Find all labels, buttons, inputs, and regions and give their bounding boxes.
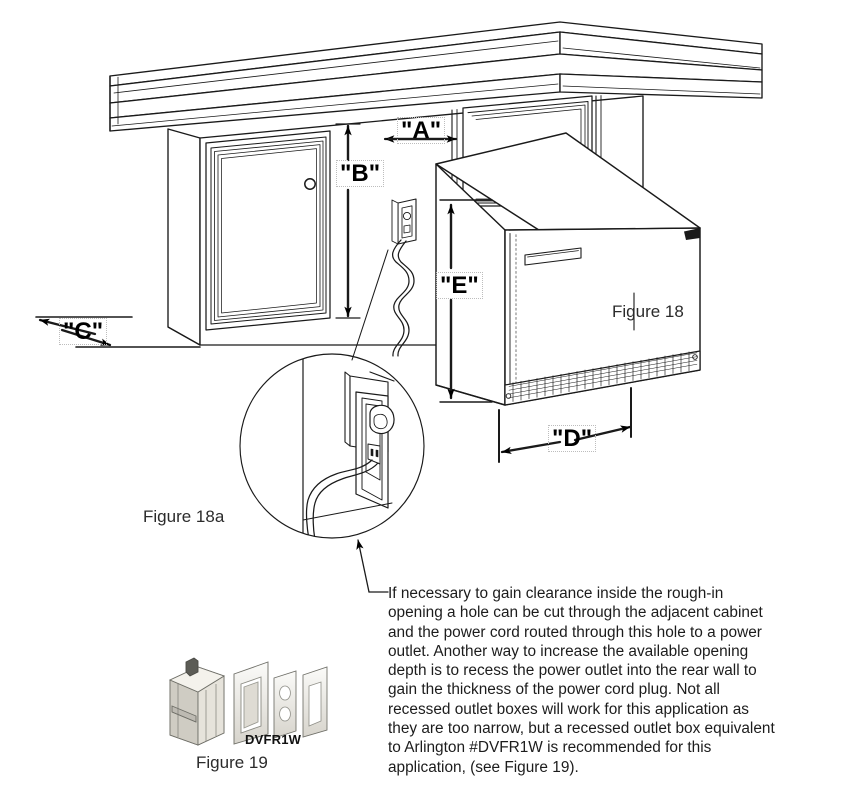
detail-callout-circle <box>240 354 424 538</box>
dvfr1w-part-label: DVFR1W <box>245 732 302 747</box>
figure-18-label: Figure 18 <box>612 302 684 321</box>
door-knob <box>305 179 315 189</box>
figure-18a-label: Figure 18a <box>143 507 225 526</box>
cabinet-door <box>206 131 330 330</box>
figure-19-label: Figure 19 <box>196 753 268 772</box>
note-leader <box>358 540 388 592</box>
dimension-label-e: "E" <box>436 272 483 299</box>
dimension-label-b: "B" <box>336 160 384 187</box>
refrigerator <box>436 133 700 405</box>
installation-note: If necessary to gain clearance inside the rough-in opening a hole can be cut through the adjacent cabinet and the power cord routed through this hole to a power outlet. Another way to increase the available opening depth is to recess the power outlet into the rear wall to gain the thickness of the power cord plug. Not all recessed outlet boxes will work for this application as they are too narrow, but a recessed outlet box equivalent to Arlington #DVFR1W is recommended for this application, (see Figure 19). <box>388 585 775 776</box>
dimension-label-a: "A" <box>397 117 445 144</box>
dimension-label-c: "C" <box>59 318 107 345</box>
countertop <box>110 22 762 131</box>
wall-outlet-small <box>392 199 416 244</box>
dimension-label-d: "D" <box>548 425 596 452</box>
